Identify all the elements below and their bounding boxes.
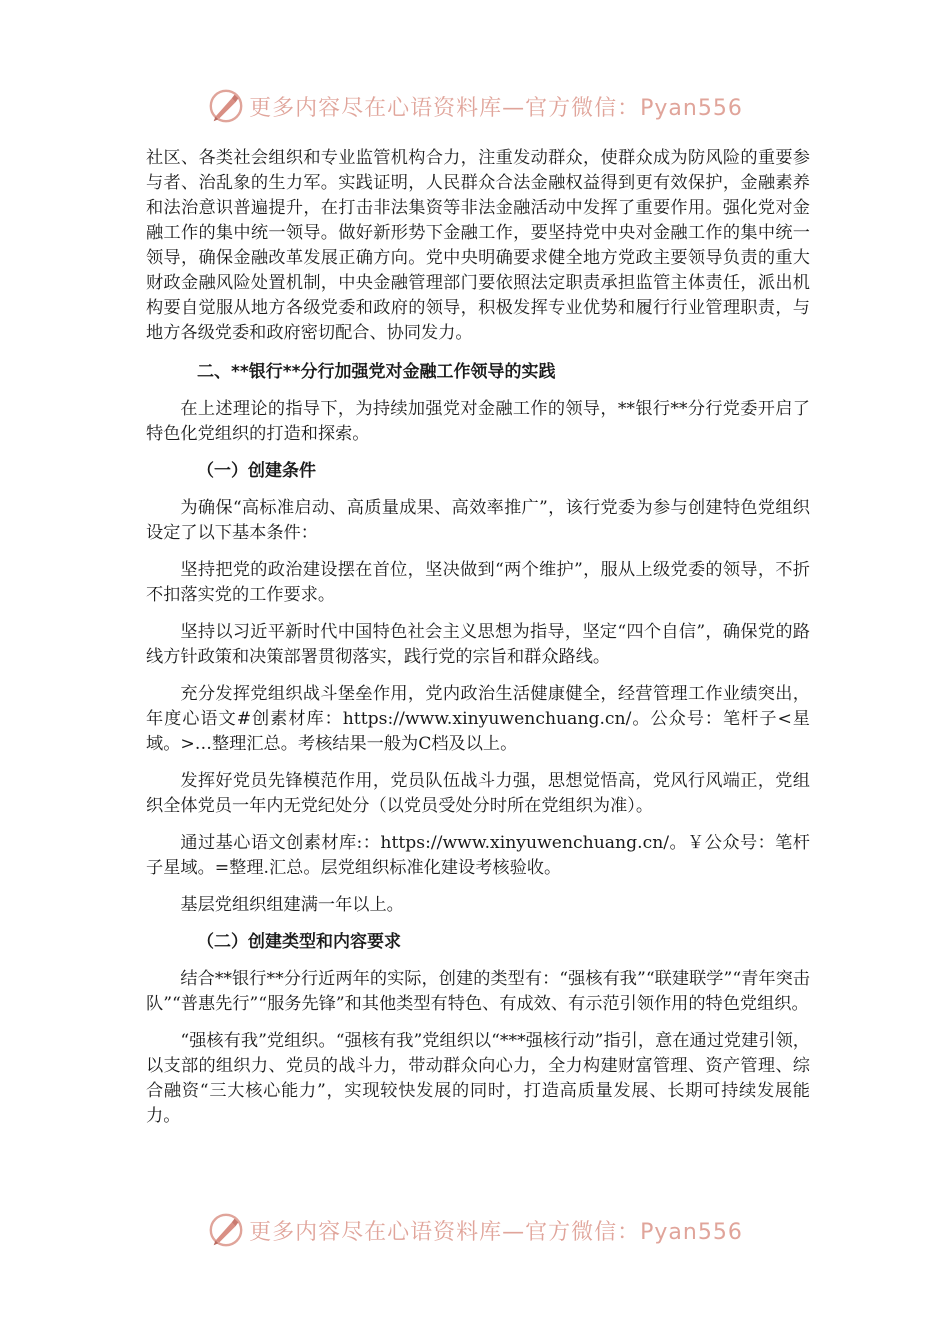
paragraph: 结合**银行**分行近两年的实际，创建的类型有：“强核有我”“联建联学”“青年突击队”“普惠先行”“服务先锋”和其他类型有特色、有成效、有示范引领作用的特色党组织。 bbox=[146, 969, 810, 1014]
watermark-text: 更多内容尽在心语资料库—官方微信：Pyan556 bbox=[249, 1219, 743, 1245]
paragraph: 为确保“高标准启动、高质量成果、高效率推广”，该行党委为参与创建特色党组织设定了以下基本条件： bbox=[146, 498, 810, 543]
paragraph: 在上述理论的指导下，为持续加强党对金融工作的领导，**银行**分行党委开启了特色化党组织的打造和探索。 bbox=[146, 399, 810, 444]
pen-logo-icon bbox=[207, 1211, 245, 1249]
watermark-header bbox=[0, 86, 950, 126]
subsection-heading: （一）创建条件 bbox=[197, 461, 316, 481]
document-body bbox=[146, 146, 810, 1141]
paragraph: 充分发挥党组织战斗堡垒作用，党内政治生活健康健全，经营管理工作业绩突出，年度心语文#创素材库：https://www.xinyuwenchuang.cn/。公众号：笔杆子<星域。>…整理汇总。考核结果一般为C档及以上。 bbox=[146, 684, 810, 754]
paragraph: 社区、各类社会组织和专业监管机构合力，注重发动群众，使群众成为防风险的重要参与者、治乱象的生力军。实践证明，人民群众合法金融权益得到更有效保护，金融素养和法治意识普遍提升，在打击非法集资等非法金融活动中发挥了重要作用。强化党对金融工作的集中统一领导。做好新形势下金融工作，要坚持党中央对金融工作的集中统一领导，确保金融改革发展正确方向。党中央明确要求健全地方党政主要领导负责的重大财政金融风险处置机制，中央金融管理部门要依照法定职责承担监管主体责任，派出机构要自觉服从地方各级党委和政府的领导，积极发挥专业优势和履行行业管理职责，与地方各级党委和政府密切配合、协同发力。 bbox=[146, 148, 810, 343]
watermark-footer bbox=[0, 1210, 950, 1250]
watermark-text: 更多内容尽在心语资料库—官方微信：Pyan556 bbox=[249, 95, 743, 121]
subsection-heading: （二）创建类型和内容要求 bbox=[197, 932, 401, 952]
paragraph: 基层党组织组建满一年以上。 bbox=[180, 895, 404, 915]
paragraph: 坚持把党的政治建设摆在首位，坚决做到“两个维护”，服从上级党委的领导，不折不扣落实党的工作要求。 bbox=[146, 560, 810, 605]
paragraph: 坚持以习近平新时代中国特色社会主义思想为指导，坚定“四个自信”，确保党的路线方针政策和决策部署贯彻落实，践行党的宗旨和群众路线。 bbox=[146, 622, 810, 667]
paragraph: 发挥好党员先锋模范作用，党员队伍战斗力强，思想觉悟高，党风行风端正，党组织全体党员一年内无党纪处分（以党员受处分时所在党组织为准）。 bbox=[146, 771, 810, 816]
paragraph: “强核有我”党组织。“强核有我”党组织以“***强核行动”指引，意在通过党建引领，以支部的组织力、党员的战斗力，带动群众向心力，全力构建财富管理、资产管理、综合融资“三大核心能力”，实现较快发展的同时，打造高质量发展、长期可持续发展能力。 bbox=[146, 1031, 810, 1126]
paragraph: 通过基心语文创素材库:：https://www.xinyuwenchuang.cn/。￥公众号：笔杆子星域。=整理.汇总。层党组织标准化建设考核验收。 bbox=[146, 833, 810, 878]
section-heading: 二、**银行**分行加强党对金融工作领导的实践 bbox=[197, 362, 556, 382]
pen-logo-icon bbox=[207, 87, 245, 125]
